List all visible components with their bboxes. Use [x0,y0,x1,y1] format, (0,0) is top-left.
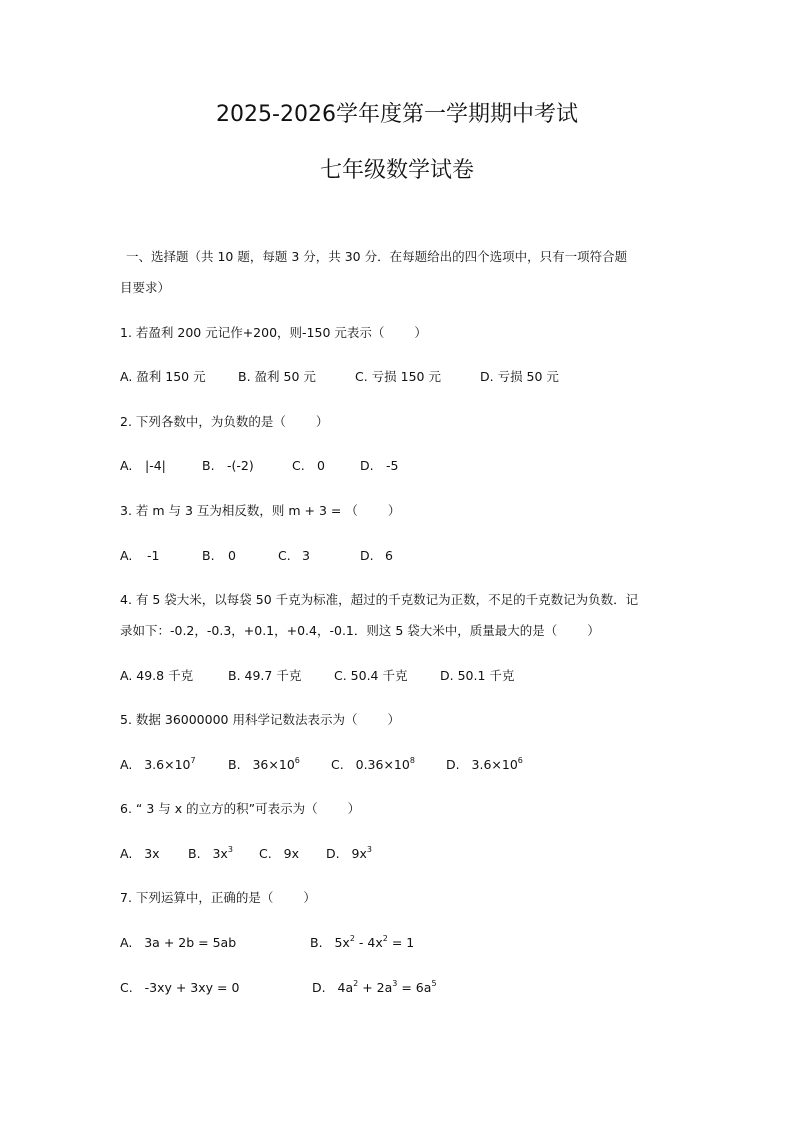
option-a[interactable]: A. $3.6\times 10^7$ [120,756,196,772]
option-c-label[interactable]: C. [278,548,291,563]
option-c[interactable]: C. 亏损 150 元 [355,369,441,384]
option-b[interactable]: B. $36\times 10^6$ [228,756,300,772]
question-2-close: ） [315,414,329,429]
option-b-value[interactable]: -(-2) [227,458,254,473]
option-b-label[interactable]: B. [202,458,215,473]
option-d-label[interactable]: D. [360,548,374,563]
option-a[interactable]: A. 3x [120,846,160,861]
question-3-close: ） [387,503,401,518]
exam-subtitle: 七年级数学试卷 [319,158,474,183]
question-2-stem [120,413,328,431]
question-5-text: 5. 数据 36000000 用科学记数法表示为（ [120,712,358,727]
question-7-close: ） [303,890,316,905]
question-1-text: 1. 若盈利 200 元记作+200，则-150 元表示（ [120,325,385,340]
question-6-text: 6. “ 3 与 x 的立方的积”可表示为（ [120,801,318,816]
option-b-value[interactable]: 0 [228,548,236,563]
question-7-stem [120,889,316,907]
option-d[interactable]: D. 亏损 50 元 [480,369,559,384]
option-d[interactable]: D. $4a^2 + 2a^3 = 6a^5$ [312,979,437,995]
option-b[interactable]: B. 盈利 50 元 [238,369,316,384]
option-b[interactable]: B. 49.7 千克 [228,668,302,683]
question-5-stem [120,711,400,729]
option-b-label[interactable]: B. [202,548,215,563]
question-2-text: 2. 下列各数中，为负数的是（ [120,414,286,429]
option-d[interactable]: D. $9x^3$ [326,845,372,861]
question-6-stem [120,800,360,818]
question-5-close: ） [387,712,400,727]
option-d-value[interactable]: 6 [385,548,393,563]
question-1-close: ） [414,325,427,340]
option-d[interactable]: D. $3.6\times 10^6$ [446,756,523,772]
option-c[interactable]: C. $0.36\times 10^8$ [331,756,415,772]
option-a[interactable]: A. 49.8 千克 [120,668,194,683]
option-a-value[interactable]: -1 [147,548,160,563]
option-d[interactable]: D. 50.1 千克 [440,668,515,683]
question-6-close: ） [347,801,361,816]
section-heading: 一、选择题（共 10 题，每题 3 分，共 30 分．在每题给出的四个选项中，只有一项符合题 [126,249,628,264]
option-d-value[interactable]: -5 [386,458,399,473]
option-c[interactable]: C. -3xy + 3xy = 0 [120,980,240,995]
section-heading-cont: 目要求） [120,280,171,295]
question-4-text: 录如下：-0.2，-0.3，+0.1，+0.4，-0.1．则这 5 袋大米中，质量最大的是（ [120,623,558,638]
option-a[interactable]: A. 盈利 150 元 [120,369,206,384]
option-a-value[interactable]: |-4| [145,458,166,473]
option-c-label[interactable]: C. [292,458,305,473]
option-c-value[interactable]: 0 [317,458,325,473]
question-4-close: ） [587,623,600,638]
option-a-label[interactable]: A. [120,458,133,473]
question-3-text: 3. 若 m 与 3 互为相反数，则 m + 3 = （ [120,503,358,518]
question-4-stem: 4. 有 5 袋大米，以每袋 50 千克为标准，超过的千克数记为正数，不足的千克数记为负数．记 [120,592,639,607]
exam-title: 2025-2026学年度第一学期期中考试 [216,102,578,127]
question-4-stem-cont [120,622,600,640]
option-a[interactable]: A. 3a + 2b = 5ab [120,935,237,950]
option-b[interactable]: B. $3x^3$ [188,845,233,861]
question-1-stem [120,324,427,342]
question-7-text: 7. 下列运算中，正确的是（ [120,890,274,905]
question-3-stem [120,502,400,520]
option-d-label[interactable]: D. [360,458,374,473]
option-a-label[interactable]: A. [120,548,133,563]
option-c[interactable]: C. 50.4 千克 [334,668,408,683]
option-b[interactable]: B. $5x^2 - 4x^2 = 1$ [310,934,415,950]
option-c[interactable]: C. 9x [259,846,299,861]
option-c-value[interactable]: 3 [302,548,310,563]
